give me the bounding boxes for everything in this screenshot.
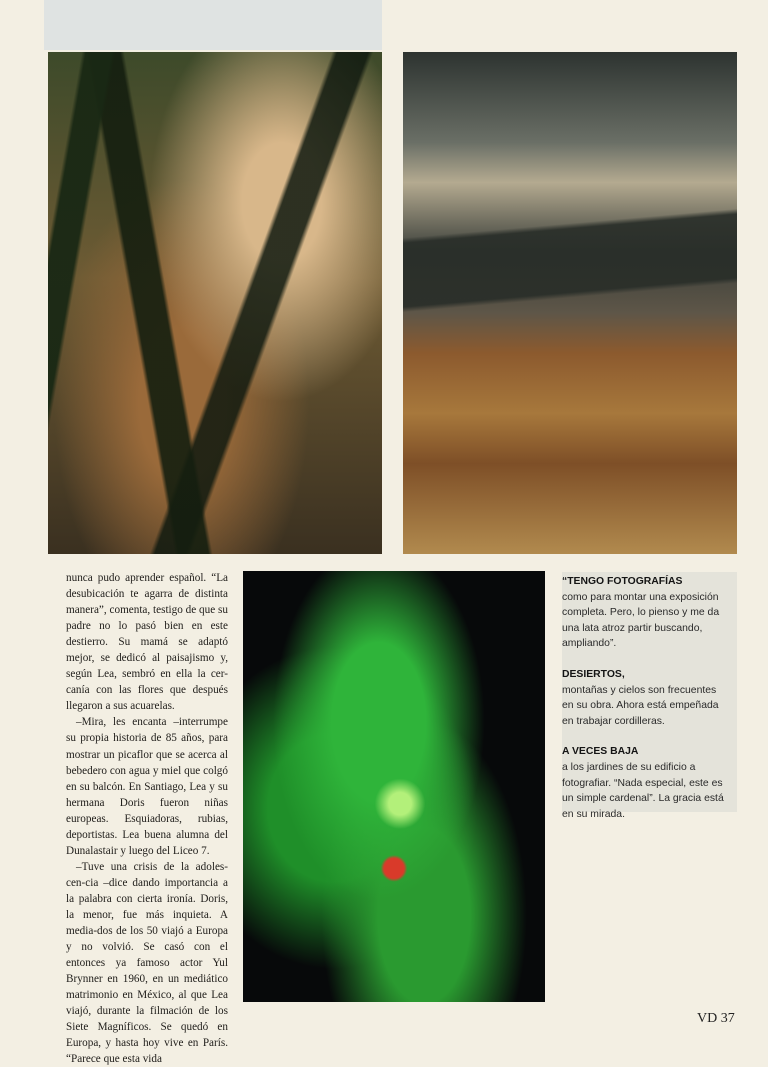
top-color-band (44, 0, 382, 50)
caption-heading: DESIERTOS, (562, 668, 625, 680)
article-column (66, 570, 228, 1067)
paragraph-3: –Tuve una crisis de la adoles-cen-cia –dice dando importancia a la palabra con cierta ironía. Doris, la menor, fue más inquieta. A media-dos de los 50 viajó a Europa y no volvió. Se casó con el entonces ya famoso actor Yul Brynner en 1960, en un mediático matrimonio en México, al que Lea viajó, durante la filmación de los Siete Magníficos. Se quedó en Europa, y hasta hoy vive en París. “Parece que esta vida (66, 860, 228, 1066)
caption-heading: “TENGO FOTOGRAFÍAS (562, 576, 683, 587)
caption-2 (562, 667, 727, 729)
caption-body: a los jardines de su edificio a fotografiar. “Nada especial, este es un simple cardenal”. La gracia está en su mirada. (562, 761, 724, 820)
caption-3 (562, 744, 727, 822)
caption-heading: A VECES BAJA (562, 746, 639, 758)
grass-photo (48, 52, 382, 554)
paragraph-1: nunca pudo aprender español. “La desubicación te agarra de distinta manera”, comenta, testigo de que su padre no lo pasó bien en este destierro. Su mamá se adaptó mejor, se dedicó al paisajismo y, según Lea, sembró en ella la cer-canía con las flores que después llegaron a sus acuarelas. (66, 572, 228, 713)
caption-body: como para montar una exposición completa. Pero, lo pienso y me da una lata atroz partir buscando, ampliando”. (562, 591, 720, 650)
caption-1 (562, 574, 727, 652)
caption-body: montañas y cielos son frecuentes en su obra. Ahora está empeñada en trabajar cordilleras. (562, 684, 719, 727)
page-number: VD 37 (697, 1011, 735, 1026)
desert-watercolor-photo (403, 52, 737, 554)
green-flower-photo (243, 571, 545, 1002)
paragraph-2: –Mira, les encanta –interrumpe su propia historia de 85 años, para mostrar un picaflor que se acerca al bebedero con agua y miel que colgó en su balcón. En Santiago, Lea y su hermana Doris fueron niñas europeas. Esquiadoras, rubias, deportistas. Lea buena alumna del Dunalastair y luego del Liceo 7. (66, 716, 228, 857)
photo-captions (562, 574, 727, 837)
